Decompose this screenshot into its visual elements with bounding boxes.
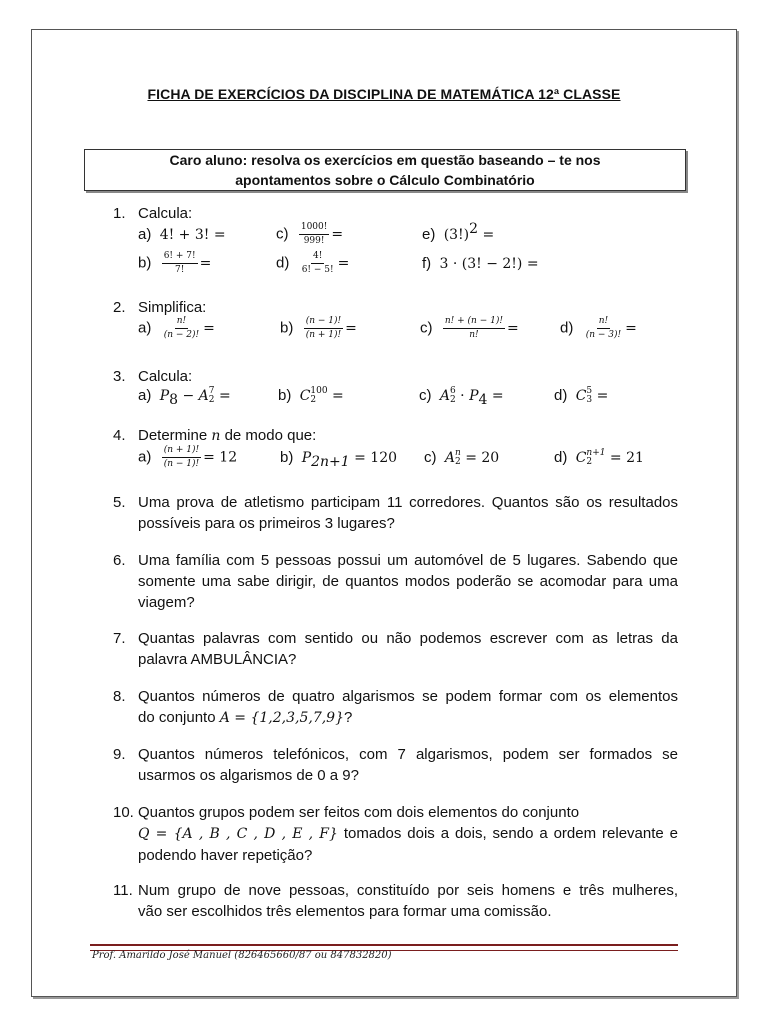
- q4-item-d: d) C n+1 2 = 21: [554, 448, 644, 468]
- q3-item-b: b) C 100 2 =: [278, 386, 344, 406]
- question-number: 11.: [113, 882, 133, 899]
- question-text: Num grupo de nove pessoas, constituído por seis homens e três mulheres, vão ser escolhidos três elementos para formar uma comissão.: [138, 882, 678, 920]
- question-text: Quantos grupos podem ser feitos com dois elementos do conjunto Q = {A , B , C , D , E , F} tomados dois a dois, sendo a ordem relevante e podendo haver repetição?: [138, 804, 678, 864]
- question-text: Uma família com 5 pessoas possui um automóvel de 5 lugares. Sabendo que somente uma sabe dirigir, de quantos modos poderão se acomodar para uma viagem?: [138, 552, 678, 611]
- question-text: Calcula:: [138, 205, 193, 222]
- q4-item-a: a) $\frac{(n + 1)!}{(n - 1)!}$ = 12: [138, 445, 238, 469]
- q1-item-e: e) $(3!)^2$ =: [422, 221, 495, 243]
- question-number: 9.: [113, 746, 126, 763]
- question-number: 5.: [113, 494, 126, 511]
- q3-item-a: a) $P_8 - A$ 7 2 =: [138, 386, 231, 408]
- question-number: 2.: [113, 299, 126, 316]
- q4-item-c: c) A n 2 = 20: [424, 448, 500, 468]
- q1-item-c: c) $\frac{1000!}{999!}$ =: [276, 222, 344, 246]
- question-number: 3.: [113, 368, 126, 385]
- q4-item-b: b) $P_{2n+1} = 120$: [280, 449, 398, 470]
- q2-item-c: c) $\frac{n! + (n - 1)!}{n!}$ =: [420, 316, 519, 340]
- question-text: Determine n de modo que:: [138, 427, 317, 444]
- question-text: Quantos números de quatro algarismos se podem formar com os elementos do conjunto A = {1,2,3,5,7,9}?: [138, 688, 678, 726]
- instructions-line-1: Caro aluno: resolva os exercícios em questão baseando – te nos: [169, 152, 601, 168]
- q1-item-d: d) $\frac{4!}{6! - 5!}$ =: [276, 251, 350, 275]
- q1-item-b: b) $\frac{6! + 7!}{7!}$ =: [138, 251, 212, 275]
- q2-item-b: b) $\frac{(n - 1)!}{(n + 1)!}$ =: [280, 316, 357, 340]
- q2-item-a: a) $\frac{n!}{(n - 2)!}$ =: [138, 316, 215, 340]
- page-title: FICHA DE EXERCÍCIOS DA DISCIPLINA DE MATEMÁTICA 12ª CLASSE: [147, 86, 621, 102]
- question-number: 8.: [113, 688, 126, 705]
- question-number: 6.: [113, 552, 126, 569]
- question-text: Simplifica:: [138, 299, 207, 316]
- instructions-box: [84, 149, 686, 191]
- question-number: 10.: [113, 804, 134, 821]
- question-text: Uma prova de atletismo participam 11 corredores. Quantos são os resultados possíveis para os primeiros 3 lugares?: [138, 494, 678, 532]
- q1-item-a: a) 4! + 3! =: [138, 226, 226, 243]
- q3-item-c: c) A 6 2 · $P_4$ =: [419, 386, 504, 408]
- q2-item-d: d) $\frac{n!}{(n - 3)!}$ =: [560, 316, 637, 340]
- question-number: 7.: [113, 630, 126, 647]
- question-text: Quantas palavras com sentido ou não podemos escrever com as letras da palavra AMBULÂNCIA?: [138, 630, 678, 668]
- q3-item-d: d) C 5 3 =: [554, 386, 609, 406]
- question-number: 4.: [113, 427, 126, 444]
- question-text: Quantos números telefónicos, com 7 algarismos, podem ser formados se usarmos os algarismos de 0 a 9?: [138, 746, 678, 784]
- footer-author: Prof. Amarildo José Manuel (826465660/87 ou 847832820): [92, 950, 392, 961]
- q1-item-f: f) 3 · (3! − 2!) =: [422, 255, 539, 272]
- instructions-line-2: apontamentos sobre o Cálculo Combinatório: [235, 172, 535, 188]
- question-number: 1.: [113, 205, 126, 222]
- question-text: Calcula:: [138, 368, 193, 385]
